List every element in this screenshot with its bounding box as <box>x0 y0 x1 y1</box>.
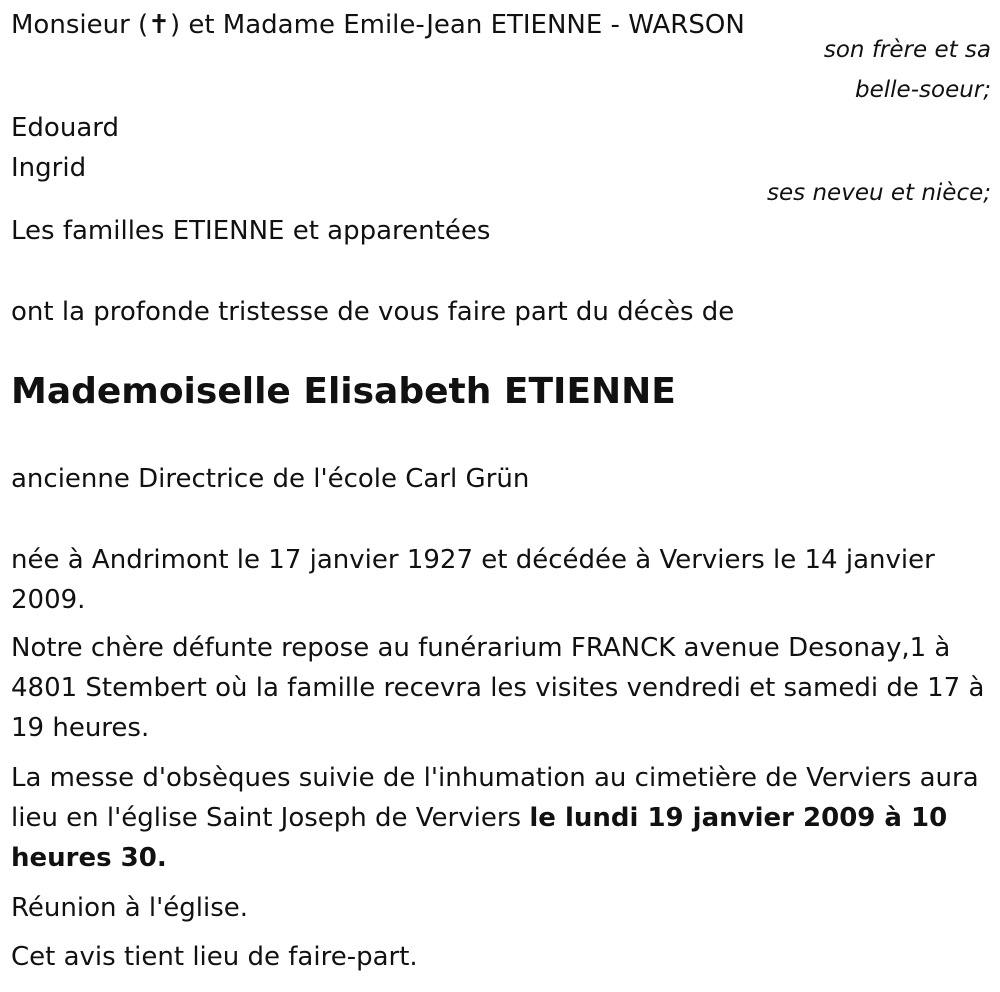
service-datetime: le lundi 19 janvier 2009 à 10 heures 30. <box>11 803 948 873</box>
visitation-paragraph: Notre chère défunte repose au funérarium FRANCK avenue Desonay,1 à 4801 Stembert où la famille recevra les visites vendredi et samedi de 17 à 19 heures. <box>11 633 985 743</box>
deceased-title: ancienne Directrice de l'école Carl Grün <box>11 464 530 494</box>
service-paragraph <box>11 758 991 878</box>
parents-line: Monsieur (✝) et Madame Emile-Jean ETIENNE - WARSON <box>11 10 745 40</box>
families-line: Les familles ETIENNE et apparentées <box>11 216 491 246</box>
nephew-niece-role: ses neveu et nièce; <box>767 180 991 206</box>
closing-line: Cet avis tient lieu de faire-part. <box>11 942 418 972</box>
announcement-intro: ont la profonde tristesse de vous faire part du décès de <box>11 297 735 327</box>
service-intro: La messe d'obsèques suivie de l'inhumation au cimetière de Verviers aura lieu en l'église Saint Joseph de Verviers <box>11 763 979 833</box>
parents-role-line2: belle-soeur; <box>855 77 991 103</box>
parents-role-line1: son frère et sa <box>823 37 991 63</box>
reunion-line: Réunion à l'église. <box>11 893 249 923</box>
nephew-name: Edouard <box>11 113 119 143</box>
deceased-name: Mademoiselle Elisabeth ETIENNE <box>11 371 676 412</box>
obituary-notice <box>11 0 991 992</box>
niece-name: Ingrid <box>11 153 87 183</box>
birth-death-paragraph: née à Andrimont le 17 janvier 1927 et décédée à Verviers le 14 janvier 2009. <box>11 545 935 615</box>
